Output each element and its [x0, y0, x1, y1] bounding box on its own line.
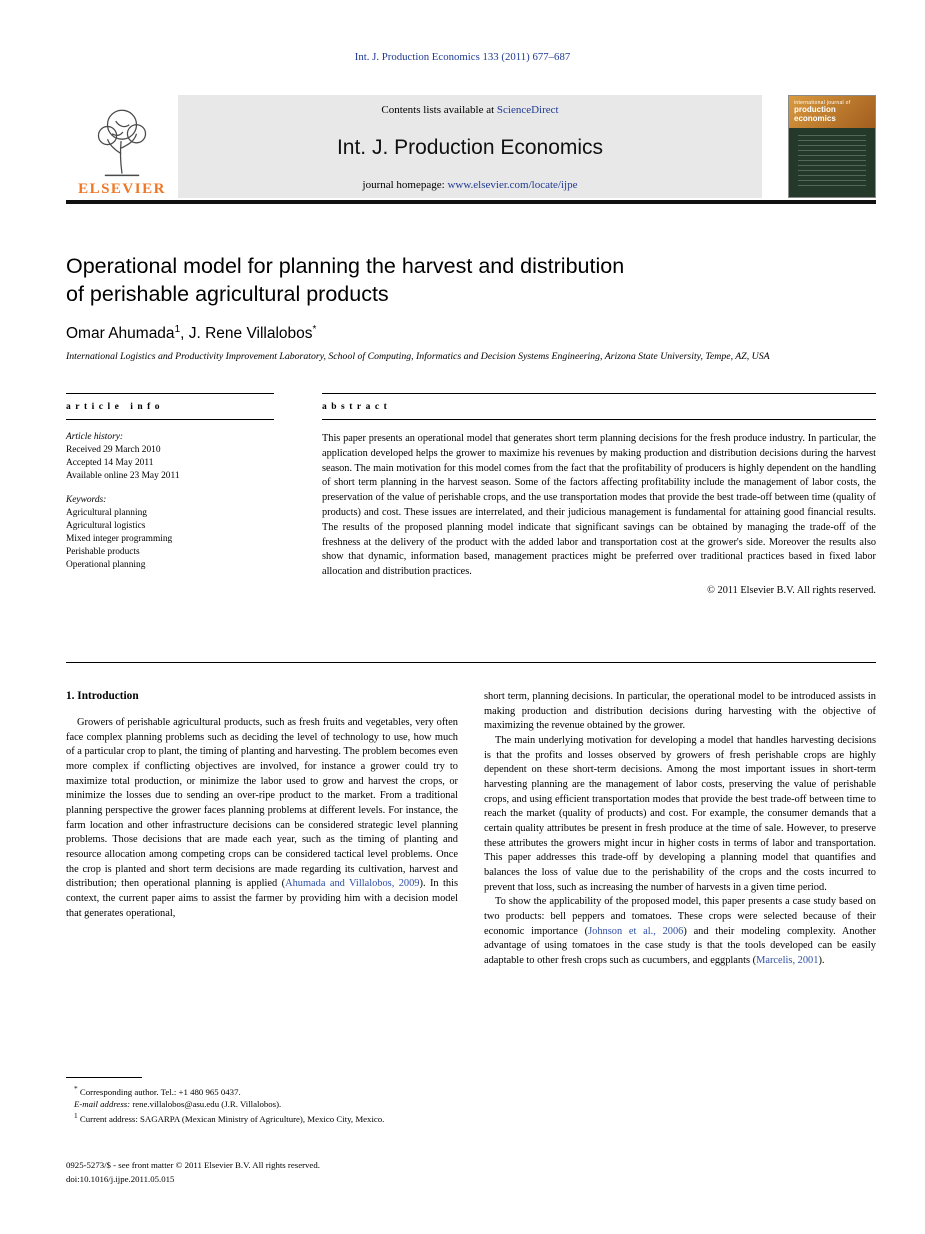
cover-article-list: [798, 135, 866, 188]
article-title-line: Operational model for planning the harvest and distribution: [66, 254, 625, 278]
footnote-divider: [66, 1077, 142, 1078]
journal-cover-header: [789, 96, 875, 128]
asterisk-marker: *: [74, 1084, 78, 1093]
elsevier-tree-icon: [90, 103, 154, 179]
article-info-abstract-section: [66, 393, 876, 596]
keyword-item: Operational planning: [66, 560, 146, 570]
running-head-citation: Int. J. Production Economics 133 (2011) 677–687: [354, 51, 571, 63]
contents-line: [188, 104, 752, 116]
homepage-prefix: journal homepage:: [362, 179, 448, 191]
text-segment: short term, planning decisions. In particular, the operational model to be introduced assists in making production and distribution decisions during harvesting with the objective of maximizing the revenue obtained by the grower.: [484, 691, 876, 732]
keyword-item: Agricultural planning: [66, 508, 147, 518]
text-segment: The main underlying motivation for developing a model that handles harvesting decisions is that the profits and losses observed by growers of fresh perishable crops are highly dependent on these short-term decisions. Among the most important issues in short-term harvesting planning are the management of labor costs, preserving the value of perishable crops, and using efficient transportation modes that provide the best trade-off between time to reach the market (quality of products) and cost. For example, the consumer demands that a certain quality attributes be present in fresh produce at the time of sale. However, to preserve these attributes the growers might incur in higher costs in terms of labor and transportation. This paper addresses this trade-off by developing a planning model that quantifies and balances the loss of value due to the perishability of the crops and the costs incurred to prevent that loss, such as increasing the number of harvests in a given time period.: [484, 734, 876, 893]
email-footnote: [66, 1099, 458, 1111]
journal-masthead: [66, 95, 876, 198]
sciencedirect-link[interactable]: ScienceDirect: [496, 104, 559, 116]
publication-info: [66, 1159, 320, 1186]
article-title-line: of perishable agricultural products: [66, 282, 389, 306]
history-item: Received 29 March 2010: [66, 445, 161, 455]
journal-cover: [788, 95, 876, 198]
author-name: Omar Ahumada$^1$: [66, 324, 181, 343]
text-segment: Growers of perishable agricultural products, such as fresh fruits and vegetables, very often face complex planning problems such as deciding the level of technology to use, how much of a particular crop to plant, the timing of planting and harvesting. The problem becomes even more complex if conflicting objectives are involved, for instance a grower could try to maximize total production, or minimize the labor used to grow and harvest the crops, or minimize the losses due to sending an over-ripe product to the market. From a traditional planning perspective the grower faces planning problems at different levels. For instance, the farm location and other infrastructure decisions can be considered strategic level planning problems. Those decisions that are made each year, such as the timing of planting and resource allocation among competing crops can be considered tactical level problems. Once the crop is planted and short term decisions are made regarding its cultivation, harvest and distribution; then operational planning is applied (: [66, 717, 458, 890]
journal-header-panel: [178, 95, 762, 198]
corresponding-author-marker[interactable]: *: [312, 324, 317, 335]
body-column-right: [484, 690, 876, 968]
cover-subtitle: international journal of: [794, 100, 851, 106]
homepage-url-link[interactable]: www.elsevier.com/locate/ijpe: [447, 179, 578, 191]
abstract-block-divider: [66, 662, 876, 663]
footnote-1-marker: 1: [74, 1111, 78, 1121]
elsevier-logo: [66, 95, 178, 198]
email-suffix: (J.R. Villalobos).: [219, 1098, 282, 1109]
text-segment: ).: [818, 954, 825, 966]
abstract-text: This paper presents an operational model that generates short term planning decisions for the fresh produce industry. In particular, the application developed helps the grower to maximize his revenues by making production and distribution decisions during the harvest season. The main motivation for this model comes from the fact that the profitability of producers is highly dependent on the handling of short term planning in the harvest season. Some of the factors affecting profitability include the management of labor costs, the preservation of the value of perishable crops, and the use transportation modes that provide the best trade-off between time (quality of products) and cost. These issues are interrelated, and their judicious management is fundamental for attaining good financial results. The results of the proposed planning model indicate that significant savings can be obtained by managing the trade-off of the freshness at the delivery of the product with the added labor and transportation cost at the grower's side. Moreover the results also show that dynamic, information based, management practices might be preferred over traditional practices based in fixed labor allocation and distribution practices.: [322, 433, 876, 578]
affiliation: International Logistics and Productivity Improvement Laboratory, School of Computing, Informatics and Decision Systems Engineering, Arizona State University, Tempe, AZ, USA: [66, 351, 770, 362]
keyword-item: Mixed integer programming: [66, 534, 173, 544]
current-address-footnote: $^1$ Current address: SAGARPA (Mexican Ministry of Agriculture), Mexico City, Mexico.: [74, 1111, 385, 1125]
paragraph: [66, 716, 458, 921]
author-footnote-marker[interactable]: 1: [174, 324, 181, 335]
masthead-divider: [66, 200, 876, 204]
history-item: Available online 23 May 2011: [66, 471, 180, 481]
citation-link[interactable]: Ahumada and Villalobos, 2009: [285, 878, 420, 890]
journal-title: Int. J. Production Economics: [336, 135, 604, 159]
article-info-heading: article info: [66, 394, 274, 420]
abstract-heading: abstract: [322, 394, 876, 420]
citation-link[interactable]: Marcelis, 2001: [756, 954, 819, 966]
citation-link[interactable]: Johnson et al., 2006: [588, 925, 684, 937]
article-history-heading: Article history:: [66, 432, 124, 442]
email-label: E-mail address:: [74, 1098, 133, 1109]
section-heading-introduction: 1. Introduction: [66, 690, 139, 702]
journal-homepage-line: [188, 179, 752, 191]
paragraph: [484, 690, 876, 734]
doi-line: doi:10.1016/j.ijpe.2011.05.015: [66, 1173, 175, 1184]
contents-prefix: Contents lists available at: [381, 104, 497, 116]
footnotes: [66, 1077, 458, 1126]
article-history-list: [66, 444, 274, 483]
article-info-panel: [66, 393, 274, 596]
author-separator: ,: [180, 325, 189, 343]
keywords-list: [66, 507, 274, 572]
email-link[interactable]: rene.villalobos@asu.edu: [132, 1098, 220, 1109]
article-title: [66, 252, 786, 308]
paragraph: [484, 734, 876, 895]
cover-title: production economics: [794, 105, 836, 123]
corresponding-author-footnote: * Corresponding author. Tel.: +1 480 965 0437.: [74, 1084, 241, 1097]
keyword-item: Perishable products: [66, 547, 140, 557]
elsevier-wordmark: ELSEVIER: [78, 181, 166, 197]
author-name: J. Rene Villalobos*: [188, 324, 317, 343]
text-segment: To show the applicability of the proposed model, this paper presents a case study based on two products: bell peppers and tomatoes. These crops were selected because of their economic importance (: [484, 896, 876, 937]
abstract-panel: [322, 393, 876, 596]
keyword-item: Agricultural logistics: [66, 521, 146, 531]
keywords-heading: Keywords:: [66, 495, 107, 505]
text-segment: ) and their modeling complexity. Another advantage of using tomatoes in the case study is that the tools developed can be easily adaptable to other fresh crops such as cucumbers, and eggplants (: [484, 925, 876, 966]
authors-line: [66, 324, 316, 343]
history-item: Accepted 14 May 2011: [66, 458, 154, 468]
paragraph: [484, 895, 876, 968]
text-segment: ). In this context, the current paper aims to assist the farmer by providing him with a decision model that generates operational,: [66, 878, 458, 919]
issn-copyright-line: 0925-5273/$ - see front matter © 2011 Elsevier B.V. All rights reserved.: [66, 1160, 320, 1170]
copyright-line: © 2011 Elsevier B.V. All rights reserved.: [707, 584, 876, 596]
body-column-left: [66, 716, 458, 921]
